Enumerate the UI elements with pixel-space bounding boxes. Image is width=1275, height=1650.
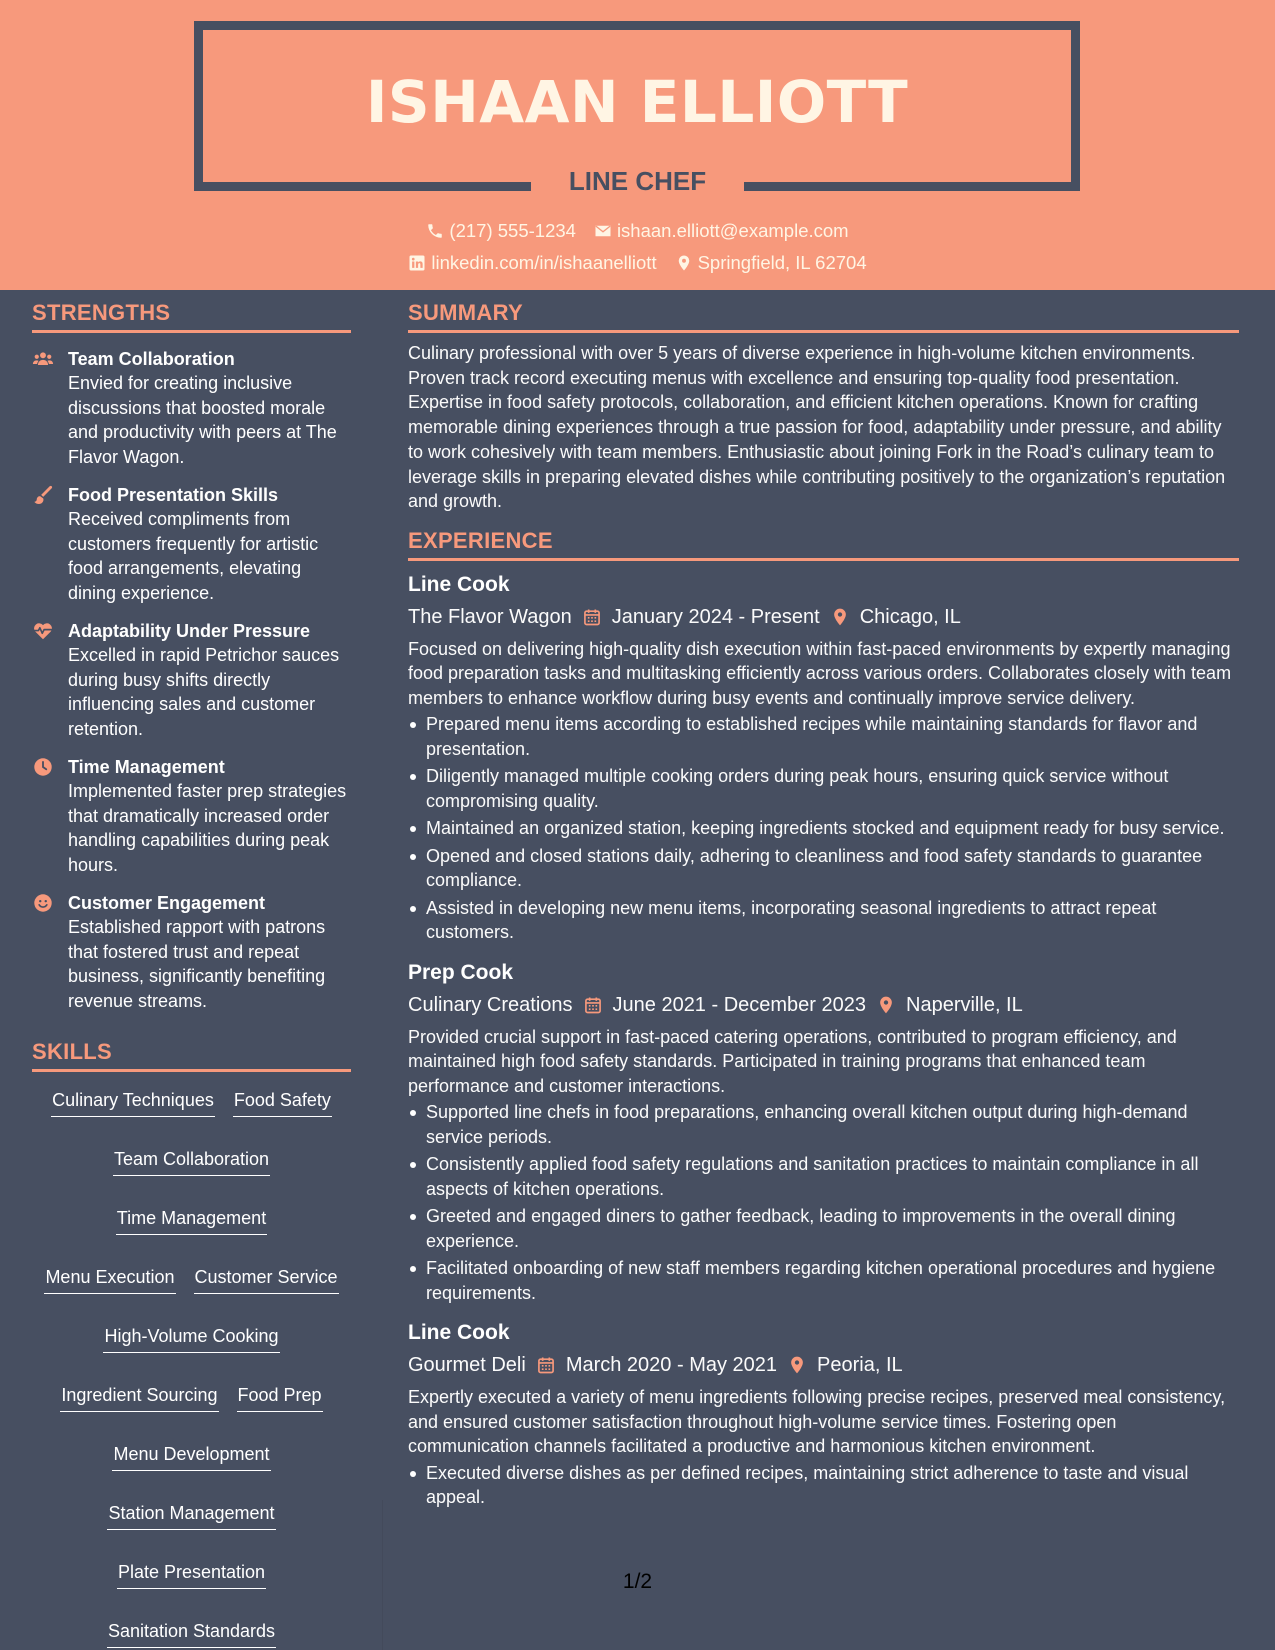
job-bullet: Prepared menu items according to established recipes while maintaining standards for flavor and presentation. (408, 712, 1239, 761)
skill-tag: Station Management (107, 1501, 275, 1530)
job-location: Peoria, IL (817, 1354, 903, 1377)
contact-email-text: ishaan.elliott@example.com (616, 220, 849, 241)
strength-item (32, 483, 351, 605)
strength-title: Customer Engagement (68, 893, 266, 913)
skill-tag: Customer Service (194, 1265, 339, 1294)
strength-title: Adaptability Under Pressure (68, 621, 311, 641)
job-bullet: Supported line chefs in food preparations, enhancing overall kitchen output during high-demand service periods. (408, 1100, 1239, 1149)
skill-tag: Food Safety (233, 1088, 332, 1117)
strength-item (32, 619, 351, 741)
resume-header (0, 0, 1275, 290)
contact-phone-text: (217) 555-1234 (449, 220, 576, 241)
job-bullets (408, 712, 1239, 945)
contact-linkedin-text: linkedin.com/in/ishaanelliott (431, 252, 657, 273)
job-company: Gourmet Deli (408, 1354, 526, 1377)
map-pin-icon (787, 1355, 807, 1375)
map-pin-icon (675, 254, 693, 272)
job-company: Culinary Creations (408, 993, 573, 1016)
contact-linkedin[interactable] (408, 252, 656, 274)
job-bullet: Maintained an organized station, keeping ingredients stocked and equipment ready for busy service. (408, 816, 1239, 841)
job-bullet: Consistently applied food safety regulations and sanitation practices to maintain compliance in all aspects of kitchen operations. (408, 1152, 1239, 1201)
brush-icon (32, 484, 54, 506)
skills-heading: SKILLS (32, 1039, 351, 1072)
map-pin-icon (876, 995, 896, 1015)
skill-tag: High-Volume Cooking (103, 1324, 279, 1353)
clock-icon (32, 756, 54, 778)
map-pin-icon (830, 607, 850, 627)
contact-phone[interactable] (426, 220, 576, 242)
skill-tag: Food Prep (237, 1383, 323, 1412)
strength-description: Implemented faster prep strategies that dramatically increased order handling capabilities during peak hours. (68, 781, 347, 875)
job-entry (408, 1319, 1239, 1510)
strength-item (32, 891, 351, 1013)
job-meta (408, 990, 1239, 1020)
job-bullet: Executed diverse dishes as per defined recipes, maintaining strict adherence to taste and visual appeal. (408, 1461, 1239, 1510)
smile-icon (32, 892, 54, 914)
job-bullet: Opened and closed stations daily, adhering to cleanliness and food safety standards to guarantee compliance. (408, 844, 1239, 893)
strength-description: Envied for creating inclusive discussions that boosted morale and productivity with peers at The Flavor Wagon. (68, 373, 337, 467)
skill-tag: Sanitation Standards (107, 1619, 276, 1648)
job-bullet: Assisted in developing new menu items, incorporating seasonal ingredients to attract repeat customers. (408, 896, 1239, 945)
skill-tag: Menu Execution (44, 1265, 175, 1294)
strength-item (32, 347, 351, 469)
job-bullet: Diligently managed multiple cooking orders during peak hours, ensuring quick service without compromising quality. (408, 764, 1239, 813)
job-dates: January 2024 - Present (611, 605, 820, 628)
skill-tag: Team Collaboration (113, 1147, 270, 1176)
job-meta (408, 1350, 1239, 1380)
job-description: Expertly executed a variety of menu ingredients following precise recipes, preserved meal consistency, and ensured customer satisfaction throughout high-volume service times. Fostering open communication channels facilitated a productive and harmonious kitchen environment. (408, 1387, 1226, 1457)
calendar-icon (583, 995, 603, 1015)
experience-heading: EXPERIENCE (408, 528, 1239, 561)
strength-item (32, 755, 351, 877)
strength-title: Team Collaboration (68, 349, 235, 369)
strength-title: Time Management (68, 757, 225, 777)
envelope-icon (594, 222, 612, 240)
job-bullets (408, 1461, 1239, 1510)
users-icon (32, 348, 54, 370)
contact-row-2 (0, 252, 1275, 274)
job-bullet: Facilitated onboarding of new staff members regarding kitchen operational procedures and hygiene requirements. (408, 1256, 1239, 1305)
strength-description: Received compliments from customers frequently for artistic food arrangements, elevating dining experience. (68, 509, 319, 603)
strengths-heading: STRENGTHS (32, 300, 351, 333)
job-location: Chicago, IL (859, 605, 961, 628)
job-company: The Flavor Wagon (408, 605, 572, 628)
job-entry (408, 571, 1239, 945)
strength-description: Established rapport with patrons that fostered trust and repeat business, significantly benefiting revenue streams. (68, 917, 326, 1011)
job-role: LINE CHEF (568, 166, 707, 196)
job-bullets (408, 1100, 1239, 1305)
calendar-icon (582, 607, 602, 627)
job-meta (408, 602, 1239, 632)
skill-tag: Plate Presentation (117, 1560, 266, 1589)
job-description: Focused on delivering high-quality dish execution within fast-paced environments by expertly managing food preparation tasks and multitasking efficiently across various orders. Collaborates closely with team members to enhance workflow during busy events and continually improve service delivery. (408, 638, 1232, 708)
contact-row-1 (0, 220, 1275, 242)
page-number: 1/2 (622, 1570, 653, 1593)
job-bullet: Greeted and engaged diners to gather feedback, leading to improvements in the overall dining experience. (408, 1204, 1239, 1253)
skill-tag: Culinary Techniques (51, 1088, 215, 1117)
job-entry (408, 959, 1239, 1306)
job-title: Prep Cook (408, 960, 514, 984)
skill-tag: Time Management (116, 1206, 267, 1235)
heartbeat-icon (32, 620, 54, 642)
right-column (408, 300, 1239, 1513)
job-title: Line Cook (408, 1321, 510, 1345)
strength-description: Excelled in rapid Petrichor sauces during busy shifts directly influencing sales and customer retention. (68, 645, 340, 739)
summary-heading: SUMMARY (408, 300, 1239, 333)
job-title: Line Cook (408, 572, 510, 596)
contact-location-text: Springfield, IL 62704 (697, 252, 867, 273)
calendar-icon (536, 1355, 556, 1375)
skill-tag: Ingredient Sourcing (60, 1383, 218, 1412)
job-location: Naperville, IL (906, 993, 1023, 1016)
skills-list (32, 1088, 351, 1648)
job-description: Provided crucial support in fast-paced catering operations, contributed to program efficiency, and maintained high food safety standards. Participated in training programs that enhanced team performance and customer interactions. (408, 1026, 1177, 1096)
summary-text: Culinary professional with over 5 years of diverse experience in high-volume kitchen environments. Proven track record executing menus with excellence and ensuring top-quality food presentation. Expertise in food safety protocols, collaboration, and efficient kitchen operations. Known for crafting memorable dining experiences through a true passion for food, adaptability under pressure, and ability to work cohesively with team members. Enthusiastic about joining Fork in the Road’s culinary team to leverage skills in preparing elevated dishes while contributing positively to the organization’s reputation and growth. (408, 343, 1226, 512)
left-column (32, 300, 351, 1648)
linkedin-icon (408, 254, 426, 272)
skill-tag: Menu Development (112, 1442, 270, 1471)
job-dates: March 2020 - May 2021 (565, 1354, 778, 1377)
contact-email[interactable] (594, 220, 849, 242)
job-dates: June 2021 - December 2023 (612, 993, 867, 1016)
contact-location (675, 252, 867, 274)
strength-title: Food Presentation Skills (68, 485, 279, 505)
phone-icon (426, 222, 444, 240)
candidate-name: ISHAAN ELLIOTT (365, 68, 909, 136)
